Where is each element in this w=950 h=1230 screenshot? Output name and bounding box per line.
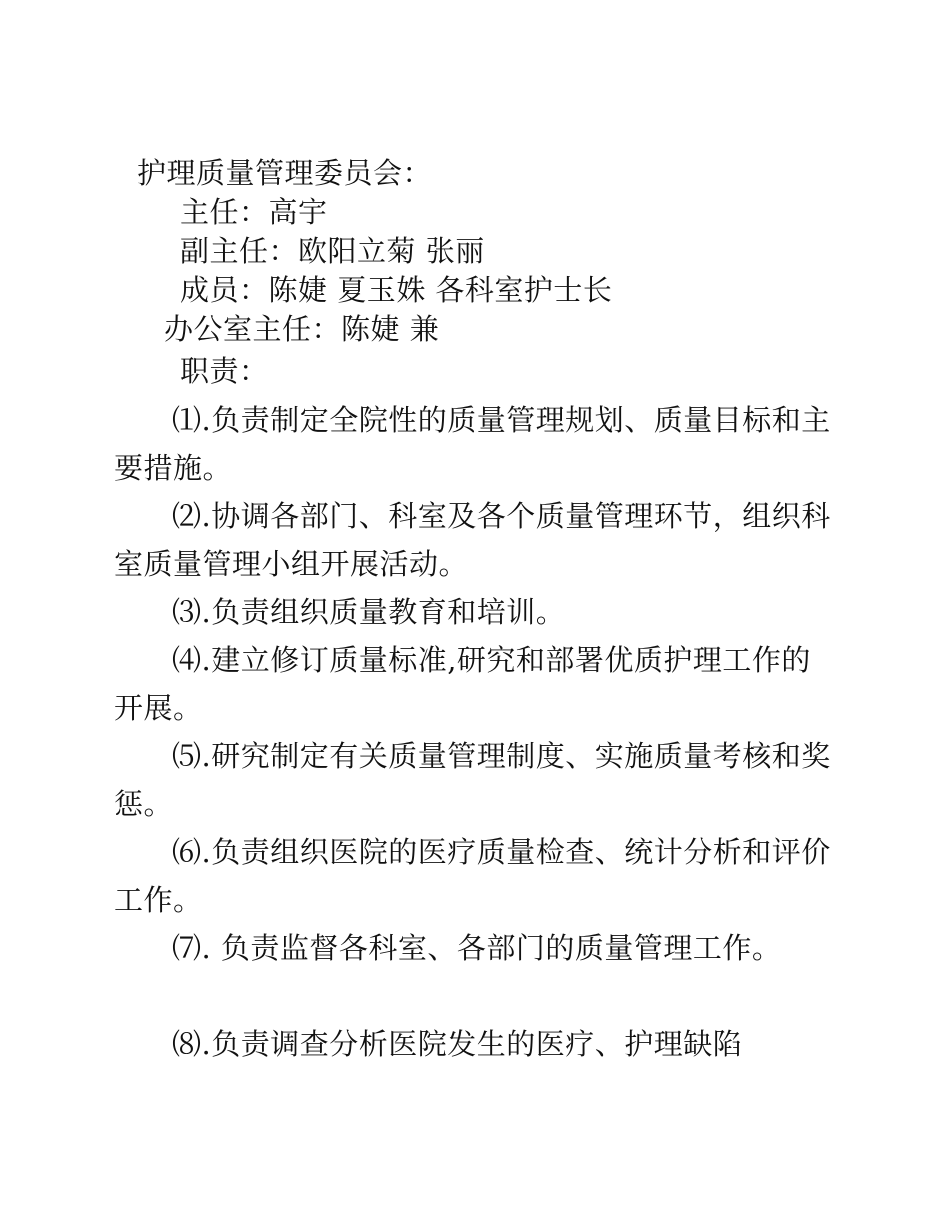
committee-title: 护理质量管理委员会：	[137, 156, 433, 190]
duties-heading: 职责：	[180, 354, 269, 388]
duty-item-2: ⑵.协调各部门、科室及各个质量管理环节，组织科室质量管理小组开展活动。	[114, 499, 831, 581]
members-line: 成员：陈婕 夏玉姝 各科室护士长	[180, 273, 613, 307]
duty-item-5: ⑸.研究制定有关质量管理制度、实施质量考核和奖惩。	[114, 739, 831, 821]
office-director-line: 办公室主任：陈婕 兼	[164, 312, 440, 346]
deputy-director-line: 副主任：欧阳立菊 张丽	[180, 234, 485, 268]
duty-item-4: ⑷.建立修订质量标准,研究和部署优质护理工作的开展。	[114, 643, 811, 725]
duty-item-7: ⑺. 负责监督各科室、各部门的质量管理工作。	[172, 931, 782, 965]
duty-item-6: ⑹.负责组织医院的医疗质量检查、统计分析和评价工作。	[114, 835, 831, 917]
duty-item-3: ⑶.负责组织质量教育和培训。	[172, 595, 566, 629]
director-line: 主任：高宇	[180, 195, 328, 229]
duty-item-1: ⑴.负责制定全院性的质量管理规划、质量目标和主要措施。	[114, 403, 831, 485]
duty-item-8: ⑻.负责调查分析医院发生的医疗、护理缺陷	[172, 1027, 743, 1061]
